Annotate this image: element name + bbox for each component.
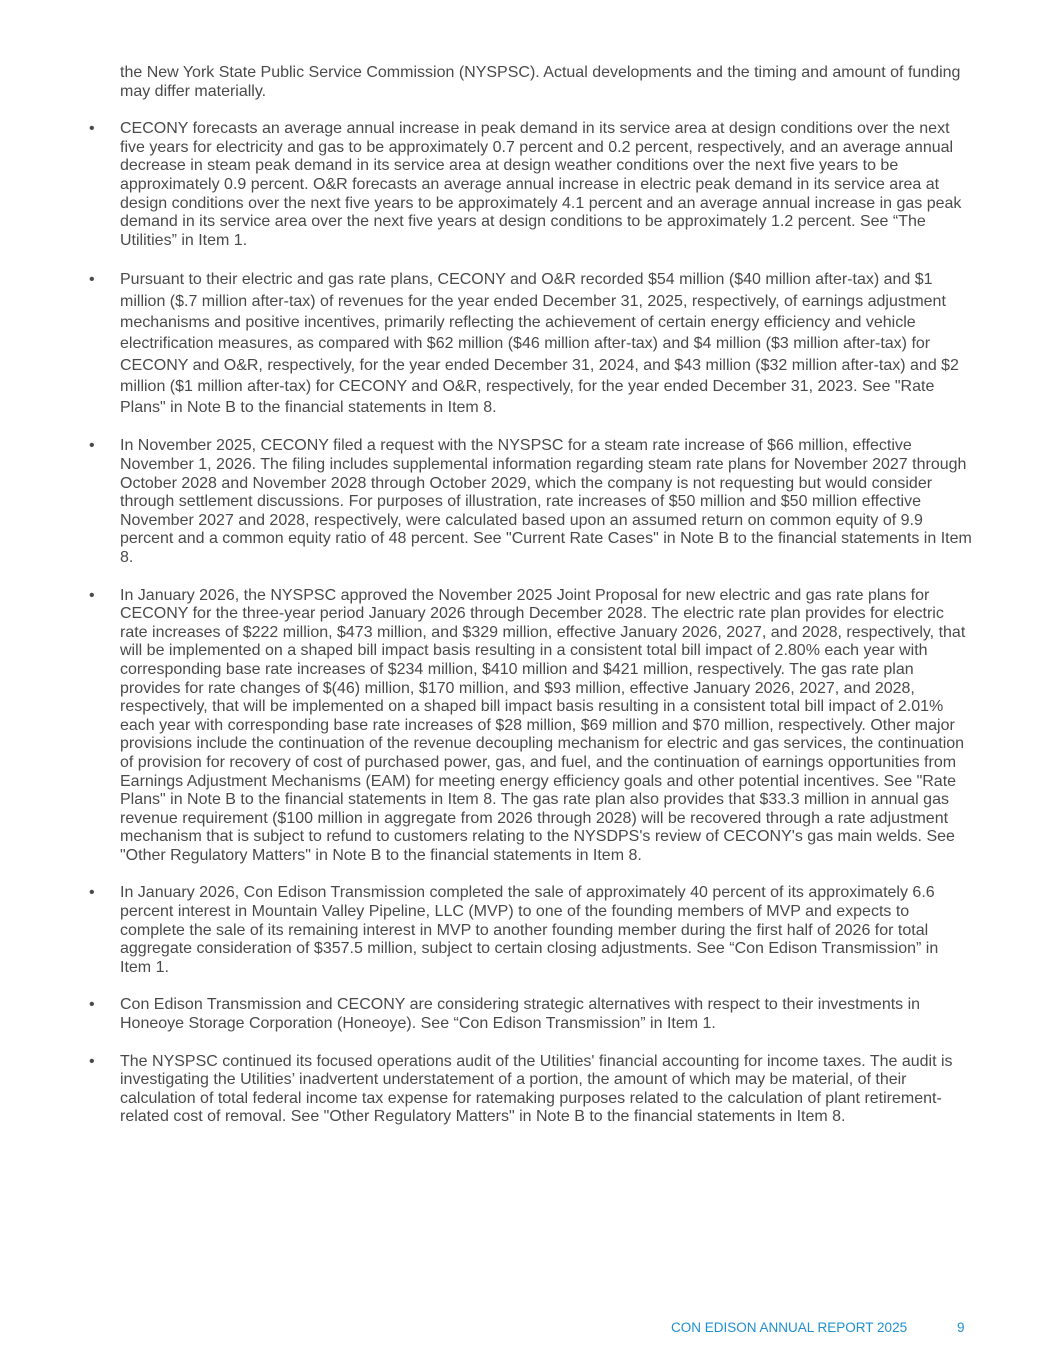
bullet-item [89, 586, 972, 866]
bullet-text: CECONY forecasts an average annual increase in peak demand in its service area at design conditions over the next five years for electricity and gas to be approximately 0.7 percent and 0.2 percent, respectively, and an average annual decrease in steam peak demand in its service area at design weather conditions over the next five years to be approximately 0.9 percent. O&R forecasts an average annual increase in electric peak demand in its service area at design conditions over the next five years to be approximately 4.1 percent and an average annual increase in gas peak demand in its service area over the next five years at design conditions to be approximately 1.2 percent. See “The Utilities” in Item 1. [120, 120, 962, 249]
footer-title: CON EDISON ANNUAL REPORT 2025 [671, 1320, 908, 1335]
bullet-icon: • [89, 884, 95, 902]
bullet-icon: • [89, 120, 95, 138]
bullet-item [89, 996, 972, 1033]
bullet-item [89, 120, 972, 250]
bullet-item [89, 437, 972, 567]
bullet-icon: • [89, 1052, 95, 1070]
bullet-item [89, 884, 972, 977]
bullet-text: In January 2026, Con Edison Transmission completed the sale of approximately 40 percent of its approximately 6.6 percent interest in Mountain Valley Pipeline, LLC (MVP) to one of the founding members of MVP and expects to complete the sale of its remaining interest in MVP to another founding member during the first half of 2026 for total aggregate consideration of $357.5 million, subject to certain closing adjustments. See “Con Edison Transmission” in Item 1. [120, 884, 939, 976]
bullet-item [89, 269, 972, 418]
bullet-icon: • [89, 437, 95, 455]
bullet-icon: • [89, 586, 95, 604]
document-body [89, 64, 972, 1146]
page-number: 9 [957, 1320, 965, 1335]
bullet-text: In January 2026, the NYSPSC approved the November 2025 Joint Proposal for new electric and gas rate plans for CECONY for the three-year period January 2026 through December 2028. The electric rate plan provides for electric rate increases of $222 million, $473 million, and $329 million, effective January 2026, 2027, and 2028, respectively, that will be implemented on a shaped bill impact basis resulting in a consistent total bill impact of 2.80% each year with corresponding base rate increases of $234 million, $410 million and $421 million, respectively. The gas rate plan provides for rate changes of $(46) million, $170 million, and $93 million, effective January 2026, 2027, and 2028, respectively, that will be implemented on a shaped bill impact basis resulting in a consistent total bill impact of 2.01% each year with corresponding base rate increases of $28 million, $69 million and $70 million, respectively. Other major provisions include the continuation of the revenue decoupling mechanism for electric and gas services, the continuation of provision for recovery of cost of purchased power, gas, and fuel, and the continuation of earnings opportunities from Earnings Adjustment Mechanisms (EAM) for meeting energy efficiency goals and other potential incentives. See "Rate Plans" in Note B to the financial statements in Item 8. The gas rate plan also provides that $33.3 million in annual gas revenue requirement ($100 million in aggregate from 2026 through 2028) will be recovered through a rate adjustment mechanism that is subject to refund to customers relating to the NYSDPS's review of CECONY's gas main welds. See "Other Regulatory Matters" in Note B to the financial statements in Item 8. [120, 586, 966, 864]
bullet-icon: • [89, 996, 95, 1014]
bullet-text: Pursuant to their electric and gas rate plans, CECONY and O&R recorded $54 million ($40 million after-tax) and $1 million ($.7 million after-tax) of revenues for the year ended December 31, 2025, respectively, of earnings adjustment mechanisms and positive incentives, primarily reflecting the achievement of certain energy efficiency and vehicle electrification measures, as compared with $62 million ($46 million after-tax) and $4 million ($3 million after-tax) for CECONY and O&R, respectively, for the year ended December 31, 2024, and $43 million ($32 million after-tax) and $2 million ($1 million after-tax) for CECONY and O&R, respectively, for the year ended December 31, 2023. See "Rate Plans" in Note B to the financial statements in Item 8. [120, 271, 959, 417]
bullet-item [89, 1052, 972, 1127]
bullet-text: In November 2025, CECONY filed a request with the NYSPSC for a steam rate increase of $66 million, effective November 1, 2026. The filing includes supplemental information regarding steam rate plans for November 2027 through October 2028 and November 2028 through October 2029, which the company is not requesting but would consider through settlement discussions. For purposes of illustration, rate increases of $50 million and $50 million effective November 2027 and 2028, respectively, were calculated based upon an assumed return on common equity of 9.9 percent and a common equity ratio of 48 percent. See "Current Rate Cases" in Note B to the financial statements in Item 8. [120, 437, 972, 566]
bullet-text: Con Edison Transmission and CECONY are considering strategic alternatives with respect to their investments in Honeoye Storage Corporation (Honeoye). See “Con Edison Transmission” in Item 1. [120, 996, 921, 1033]
intro-paragraph: the New York State Public Service Commission (NYSPSC). Actual developments and the timing and amount of funding may differ materially. [120, 64, 961, 100]
bullet-icon: • [89, 271, 95, 289]
bullet-text: The NYSPSC continued its focused operations audit of the Utilities' financial accounting for income taxes. The audit is investigating the Utilities’ inadvertent understatement of a portion, the amount of which may be material, of their calculation of total federal income tax expense for ratemaking purposes related to the calculation of plant retirement-related cost of removal. See "Other Regulatory Matters" in Note B to the financial statements in Item 8. [120, 1052, 953, 1126]
